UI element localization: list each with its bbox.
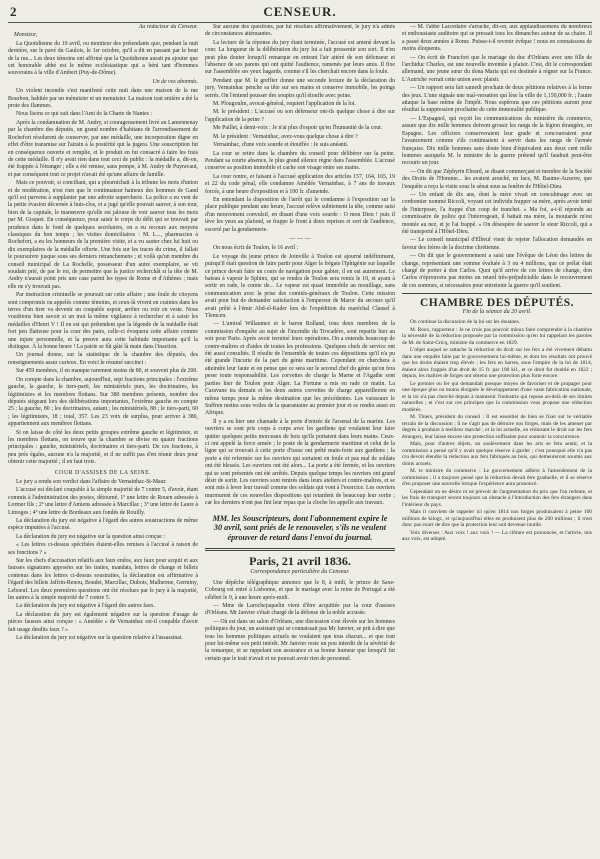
paragraph: Mais ce pouvoir, si conciliant, qui a pleurnichait à la tribune les mots d'union et de modération, n'est rien que le continuateur haineux des hommes de Gand qu'il est parvenu à supplanter par une adroite supercherie. La police a eu vent de la petite évasion décernée à huis-clos, et a jugé qu'elle pouvait sauver, à son tour, bien de la capitale, le manœuvre qu'elle est jalouse de voir sauver tous les mois par M. Gisquet. En conséquence, pour saisir le corps du délit qui se trouvait par prudence dans le fond de quelques secrétaires, on a eu recours aux moyens classiques du bon temps ; les visites domiciliaires : M. L..., pharmacien à Rochefort, a eu les honneurs de la première visite, et a vu sauter chez lui huit ou dix exemplaires de la médaille offerte. Une fois sur les traces du crime, il fallait le poursuivre jusque sous ses derniers retranchemens ; et voilà qu'un membre du conseil municipal de La Rochelle, possesseur d'un autre exemplaire, se vit soudain prié, de par le roi, de permettre que la justice recherchât si la tête de M. Andry n'aurait point pris une case parmi les types de Rome et d'Athènes ; mais elle ne s'y trouvait pas. xyxy=(8,180,198,290)
paragraph: Sur 459 membres, il en manque rarement moins de 80, et souvent plus de 200. xyxy=(16,368,198,375)
paragraph: Le premier ou fer qui demandait presque moyen de favoriser et de propager pour une époque plus ou moins éloignée le développement d'une vaste fabrication nationale, et la loi n'a pas cherché depuis à maintenir l'industrie qui repose au-delà de ses limites naturelles ; et c'est sur ces principes que la commission vous propose une réduction modérée. xyxy=(402,380,592,413)
page-number: 2 xyxy=(10,4,17,19)
paragraph: Me Paillet, à demi-voix : Je n'ai plus d'espoir qu'en l'humanité de la cour. xyxy=(213,125,383,132)
paragraph: Pendant que M. le greffier donne une seconde lecture de la déclaration du jury, Vernainhac penche sa tête sur ses mains et conserve immobile, les poings serrés. On l'entend pousser des soupirs qu'il étouffe avec peine. xyxy=(205,77,395,99)
paragraph: Vernainhac, d'une voix sourde et étouffée : Je suis anéanti. xyxy=(213,142,349,149)
chamber-heading: CHAMBRE DES DÉPUTÉS. xyxy=(419,297,575,310)
paragraph: — L'Espagnol, qui reçoit les communications du ministère du commerce, assure que dix mille hommes doivent grossir les rangs de la légion étrangère, en Espagne. Les officiers conserveraient leur grade et concourraient pour l'avancement comme s'ils continuaient à servir dans les rangs de l'armée française. Dix mille hommes sans doute bien d'équivalent aux deux cent mille hommes auxquels M. le ministre de la guerre prétend qu'il faudrait peut-être recourir un jour. xyxy=(402,115,592,167)
paragraph: Par instruction criminelle se poursuit sur cette affaire ; une foule de citoyens sont compromis ou appelés comme témoins, et ceux-là vivent en craintes dans les terres d'un tirer va devenir un coupable espoir, arrêter ou voir en veste. Nous voudrions bien savoir si un mot la même vigilance à rechercher et à saisir les médailles d'Henri V ! Il en est qui prétendent que la légende de la médaille était fort peu flatteuse pour la cour des pairs, celle-ci évoquera cette affaire comme une injure personnelle, et la preuve aura cette habitude importante qu'il la distingue. À la bonne heure ! La patrie se fût gâté là main dans l'inaction. xyxy=(8,292,198,351)
letter-heading: Au rédacteur du Censeur. xyxy=(138,24,198,30)
paragraph: La cour rentre, et faisant à l'accusé application des articles 157, 164, 165, 19 et 22 du code pénal, elle condamne Amédée Vernainhac, à 7 ans de travaux forcés, à une heure d'exposition et à 100 fr. d'amende. xyxy=(205,173,395,195)
paragraph: On compte dans la chambre, aujourd'hui, sept fractions principales : l'extrême gauche, la gauche, le tiers-parti, les ministériels purs, les doctrinaires, les légitimistes et les membres flottans. Sur 380 membres présents, nombre des députés siégeant lors des délibérations importantes, l'extrême gauche en compte 25 ; la gauche, 80 ; les doctrinaires, autant ; les ministériels, 88 ; le tiers-parti, 60 ; les légitimistes, 18 ; total, 357. Les 23 voix de surplus, pour arriver à 380, appartiennent aux membres flottans. xyxy=(8,376,198,428)
paragraph: Si on laisse de côté les deux petits groupes extrême gauche et légitimiste, et les membres flottans, on trouve que la chambre se divise en quatre fractions principales : gauche, ministériels, doctrinaires et tiers-parti. De ces fractions, à peu près égales, aucune n'a la majorité, et il ne suffit pas d'en réunir deux pour obtenir cette majorité ; il en faut trois. xyxy=(8,429,198,466)
paragraph: La déclaration du jury est négative sur la question relative à l'assassinat. xyxy=(16,635,183,642)
paragraph: — Le conseil municipal d'Elbeuf vient de rejeter l'allocation demandée en faveur des frères de la doctrine chrétienne. xyxy=(402,237,592,251)
paragraph: — M. l'abbé Lacordaire s'arrache, dit-on, aux applaudissemens du nombreux et enthousiaste auditoire qui se pressait tous les dimanches autour de sa chaire. Il a passé deux années à Rome. Puisse-t-il revenir évêque ! nous en connaissons de moins éloquents. xyxy=(402,24,592,53)
letter-salutation: Monsieur, xyxy=(14,32,38,39)
paragraph: Sur les chefs d'accusation relatifs aux faux endos, aux faux pour acquit et aux fausses signatures apposées sur les traites, mandats, lettres de change et billets contenus dans les lettres ci-dessus soustraites, la déclaration est affirmative à l'égard des billets Jaffrin-Renou, Boudet, Marcillac, Dubois, Malherme, Germiny, Leboeuf. Les deux premières questions ont été résolues par le jury à la majorité, les autres à la simple majorité de 7 contre 5. xyxy=(8,558,198,602)
paragraph: Mais il convient de rappeler ici qu'en 1814 nos forges produisaient à peine 100 millions de kilogr., et qu'aujourd'hui elles en produisent plus de 200 millions ; il n'est donc pas exact de dire que la protection leur soit devenue inutile. xyxy=(402,509,592,529)
paragraph: Voix diverses : Aux voix ! aux voix ! — La clôture est prononcée, et l'article, mis aux voix, est adopté. xyxy=(402,529,592,543)
paragraph: La déclaration du jury est également négative sur la question d'usage de pièces fausses ainsi conçue : « Amédée » de Vernainhac est-il coupable d'avoir fait usage desdits faux ? » xyxy=(8,611,198,633)
paragraph: La lecture de la réponse du jury étant terminée, l'accusé est amené devant la cour. La longueur de la délibération du jury lui a fait pressentir son sort. Il n'en peut plus douter lorsqu'il remarque en entrant l'air attéré de son défenseur et l'absence de ses parens qui ont quitté l'audience, ramenés par leurs amis. Il fixe sur l'assemblée ses yeux hagards, comme s'il les cherchait encore dans la foule. xyxy=(205,39,395,76)
paragraph: Mais, pour d'autres objets, un soulèvement dans les arts se fera sentir, et la commission a pensé qu'il y avait quelque réserve à garder ; c'est pourquoi elle n'a pas cru devoir étendre la réduction aux fers fabriqués au bois, qui demeureront soumis aux droits actuels. xyxy=(402,441,592,467)
paragraph: Un journal donne, sur la statistique de la chambre des députés, des renseignements assez curieux. En voici le résumé succinct : xyxy=(8,352,198,366)
masthead: CENSEUR. xyxy=(263,4,337,19)
paragraph: — On dit que le gouvernement a saisi une l'évêque de Léon des lettres de change, représentant une somme évaluée à 3 ou 4 millions, que ce prélat était chargé de porter à don Carlos. Quoi qu'il arrive de ces lettres de change, don Carlos n'éprouvera pas moins un retard très-préjudiciable dans le recouvrement de ces sommes, si nécessaires pour entretenir la guerre qu'il soutient. xyxy=(402,253,592,289)
column-left xyxy=(8,24,198,859)
columns xyxy=(8,24,594,859)
paragraph: L'accusé est déclaré coupable à la simple majorité de 7 contre 5, d'avoir, étant commis à l'administration des postes, détourné, 1º une lettre de Rouen adressée à Lormer fils ; 2º une lettre d'Amiens adressée à Marcillac ; 3º une lettre de Laure à Limoges ; 4º une lettre de Bordeaux aux fondés de Rouilly. xyxy=(8,487,198,516)
subscriber-notice: MM. les Souscripteurs, dont l'abonnement expire le 30 avril, sont priés de le renouveler, s'ils ne veulent éprouver de retard dans l'envoi du journal. xyxy=(212,513,388,542)
dateline: Paris, 21 avril 1836. xyxy=(249,554,351,569)
paragraph: La déclaration du jury est négative sur la question ainsi conçue : xyxy=(16,533,165,540)
correspondence-label: Correspondance particulière du Censeur. xyxy=(250,569,350,576)
header-rule xyxy=(8,22,592,23)
paragraph: — Où est dans un salon d'Orléans, une discussion s'est élevée sur les hommes politiques du jour, un assistant qui se connaissait pas Mr Janvier, se prit à dire que tous les hommes politiques actuels ne voulaient que tous chacun... et que tout pour lui-même son petit intérêt. Mr Janvier reste un pou interdit de la sévérité de la remarque, et se rappelant son assurance et sa bonne humeur que lorsqu'il fut certain que le trait n'avait et ne pouvait avoir rien de personnel. xyxy=(205,618,395,662)
paragraph: — Mme de Larochejaquelin vient d'être acquittée par la cour d'assises d'Orléans. Mr Janvier s'était chargé de la défense de la noble accusée. xyxy=(205,603,395,617)
paragraph: En entendant la disposition de l'arrêt qui le condamne à l'exposition sur la place publique pendant une heure, l'accusé relève subitement la tête, comme saisi d'un mouvement convulsif, en disant d'une voix sourde : O mon Dieu ! puis il lève les yeux au plafond, se frappe le front à deux reprises et sort de l'audience, escorté par la gendarmerie. xyxy=(205,196,395,233)
paragraph: M. le président : L'accusé ou son défenseur ont-ils quelque chose à dire sur l'application de la peine ? xyxy=(205,109,395,123)
paragraph: Le jury a rendu son verdict dans l'affaire de Vernainhac-St-Maur. xyxy=(16,478,167,485)
paragraph: Une dépêche télégraphique annonce que le 8, à midi, le prince de Saxe-Cobourg est entré à Lisbonne, et que le mariage avec la reine de Portugal a été célébré le 9, à une heure après-midi. xyxy=(205,579,395,601)
column-middle xyxy=(205,24,395,859)
paragraph: — On dit que Zéphyrin Ebrard, se disant commerçant et membre de la Société des Droits de l'Homme... les avaient arraché, en face, M. Baume-Auxerre, que l'enquête a reçu la visite sous le sénat sous sa fenêtre de l'Hôtel-Dieu. xyxy=(402,168,592,190)
paragraph: L'objet auquel se rattache la réduction du droit sur les fers a été vivement débattu dans une enquête faite par le gouvernement lui-même, et dont les résultats ont prouvé que les droits étaient trop élevés ; les fers en barres, sous l'empire de la loi de 1814, étaient alors frappés d'un droit de 15 fr. par 100 kil., et ce droit fut doublé en 1822 ; depuis, les maîtres de forges ont obtenu une protection plus forte encore. xyxy=(402,347,592,380)
paragraph: Un violent incendie s'est manifesté cette nuit dans une maison de la rue Bourbon, habitée par un ménuisier et un menuisier. La maison tout entière a été la proie des flammes. xyxy=(8,88,198,110)
paragraph: — Un rapport sera fait samedi prochain de deux pétitions relatives à la ferme des jeux. L'une signale une mal-versation qui lèse la ville de 1,150,000 fr. ; l'autre attaque la base même de l'impôt. Nous espérons que ces pétitions auront pour résultat la suppression prochaine de cette immoralité publique. xyxy=(402,85,592,114)
paragraph: Il y a eu hier une chamade à la porte d'entrée de l'arsenal de la marine. Les ouvriers se sont pris corps à corps avec les gardiens qui voulaient leur faire quitter quelques petits morceaux de bois qu'ils portaient dans leurs mains. Ceux-ci ont appelé la force armée ; le poste de la gendarmerie maritime et celui de la ligne qui se trouvait à cette porte d'issue ont prêté main-forte aux gardiens ; la porte a été refermée sur les ouvriers qui sortaient en foule et pas mal de soldats ont été blessés. Les ouvriers ont été alors... La porte a été fermée, et les ouvriers qui se sont présentés ont été arrêtés. Depuis quelque temps les ouvriers ont grand désir de sortir. Les ouvriers sont rentrés dans leurs ateliers et contre-maîtres, et se sont mis à lever leur travail comme des soldats qui vont à l'exercice. Les ouvriers murmurent de ces nouvelles dispositions qui retardent de beaucoup leur sortie ; car les derniers n'ont pas fini leur repas que la cloche les appelle aux travaux. xyxy=(205,418,395,507)
paragraph: La Quotidienne du 19 avril, ou moniteur des prétendants quo, pendant la nuit dernière, sur le pavé du Gaulois, le 1er octobre, qu'il a dit en passant par le bout de la rue... Les deux témoins ont affirmé que la Quotidienne aurait pu ajouter que cet honorable abbé est le même ecclésiastique qui a béni tant d'hommes souverains à la ville d'Ambert (Puy-de-Dôme). xyxy=(8,40,198,77)
paragraph: M. le ministre du commerce : Le gouvernement adhère à l'amendement de la commission ; il a toujours pensé que la réduction devait être graduelle, et il se réserve d'en proposer une nouvelle lorsque l'expérience aura prononcé. xyxy=(402,468,592,488)
column-right xyxy=(402,24,592,859)
paragraph: Sur aucune des questions, par lui résolues affirmativement, le jury n'a admis de circonstances atténuantes. xyxy=(205,24,395,38)
paragraph: M. Thiers, président du conseil : Il est essentiel de bien se fixer sur le véritable terrain de la discussion ; il ne s'agit pas de détruire nos forges, mais de les amener par degrés à produire à meilleur marché ; et la loi actuelle, en réduisant le droit sur les fers étrangers, leur laisse encore une protection suffisante pour soutenir la concurrence. xyxy=(402,414,592,440)
section-divider: — — — xyxy=(289,235,311,242)
session-subheading: Fin de la séance du 20 avril. xyxy=(462,308,532,315)
section-heading-court: COUR D'ASSISES DE LA SEINE. xyxy=(54,469,152,476)
letter-signature: Un de vos abonnés. xyxy=(152,78,198,85)
paragraph: On nous écrit de Toulon, le 16 avril : xyxy=(213,245,299,252)
paragraph: La cour se retire dans la chambre du conseil pour délibérer sur la peine. Pendant sa courte absence, le plus grand silence règne dans l'assemblée. L'accusé conserve sa position immobile et cache son visage entre ses mains. xyxy=(205,150,395,172)
double-rule xyxy=(205,548,395,551)
chamber-report xyxy=(402,319,592,543)
paragraph: La déclaration du jury est négative à l'égard des autres soustractions de même espèce imputées à l'accusé. xyxy=(8,518,198,532)
paragraph: — Un enfant de dix ans, dont la mère vivait en concubinage avec un cordonnier nommé Riccoli, voyant cet individu frapper sa mère, après avoir tenté de l'interposer, l'a frappé d'un coup de tranchet. « Ma foi, a-t-il répondu au commissaire de police qui l'interrogeait, il battait ma mère, la moutarde m'est montée au nez, et je l'ai frappé. » On désespère de sauver le sieur Riccoli, qui a été transporté à l'Hôtel-Dieu. xyxy=(402,191,592,235)
paragraph: Le voyage du jeune prince de Joinville à Toulon est ajourné indéfiniment, puisqu'il était question de faire partir pour Alger la frégate l'Iphigénie sur laquelle ce prince devait faire un cours de navigation pour gabier, il en est autrement. Le bateau à vapeur le Sphinx, qui se rendra de Toulon sera remis le 10, et ayant à sortir en rade, le comte de... Le vapeur est quasi immobile au mouillage, sans communication avec la prise des comités-généraux de Toulon. Cette mission avait pour but de demander satisfaction à l'empereur de Maroc du secours qu'il avait prêté à l'émir Abd-el-Kader lors de l'expédition du maréchal Clausel à Tlemcen. xyxy=(205,253,395,320)
paragraph: La déclaration du jury est négative à l'égard des autres faux. xyxy=(16,603,155,610)
paragraph: « Les lettres ci-dessus spécifiées étaient-elles remises à l'accusé à raison de ses fonctions ? » xyxy=(8,542,198,556)
paragraph: M. Plougoulm, avocat-général, requiert l'application de la loi. xyxy=(213,101,356,108)
page-header xyxy=(10,4,590,24)
paragraph: Nous lisons ce qui suit dans l'Ami de la Charte de Nantes : xyxy=(16,111,152,118)
paragraph: Cependant on ne désire ni ne prévoit de l'augmentation du prix que l'on redoute, et les frais de transport seront toujours un obstacle à l'introduction des fers étrangers dans l'intérieur du pays. xyxy=(402,488,592,508)
paragraph: On continue la discussion de la loi sur les douanes. xyxy=(410,319,520,326)
section-rule xyxy=(402,293,592,294)
paragraph: Après la condamnation de M. Andry, si courageusement livré au Lamennenay par la chambre des députés, un grand nombre d'habitans de l'arrondissement de Rochefort résolurent de conserver, par une médaille, une incorporation digne en effet d'être transmise sur l'airain à la postérité qui la jugera. Une souscription fut en conséquence ouverte et remplie, et le produit en fut consacré à faire les frais de cette médaille. Il n'y avait rien dans tout ceci de public : la médaille a, dit-on, été frappée à l'étranger ; elle a été remise, sans pompe, à M. Andry de Puyravaut, et par conséquent tout ce projet n'avait été qu'une affaire de famille. xyxy=(8,119,198,178)
paragraph: — L'amiral Willaumez et le baron Rolland, tous deux membres de la commission d'enquête au sujet de l'incendie du Trocadéro, sont repartis hier au soir pour Paris. Après avoir terminé leurs opérations. On a entendu beaucoup de contre-maîtres et d'aides de toutes les professions. Quelques chefs de service ont été aussi consultés. Il résulte de l'ensemble de toutes ces dépositions qu'il n'a pu été grande l'incurie de la part du génie maritime. Cependant on cherchera à atteindre leur faute et on pense que ce sera sur le second chef du génie qu'on fera peser toute responsabilité. Les corvettes de charge la Marne et l'Agathe sont parties hier de Toulon pour Alger. La Fortune a mis en rade ce matin. La Caravane ira demain et les deux autres corvettes de charge appareilleront en même temps pour la même destination que les précédentes. Les vaisseaux le Suffren mettra sous voiles de la quarantaine au premier jour et se rendra aussi en Afrique. xyxy=(205,321,395,417)
paragraph: M. le président : Vernainhac, avez-vous quelque chose à dire ? xyxy=(213,133,358,140)
paragraph: — On écrit de Francfort que le mariage du duc d'Orléans avec une fille de l'archiduc Charles, est une nouvelle inventée à plaisir. C'est, dit le correspondant allemand, une jeune sœur du dona Maria qui est destinée à régner sur la France. L'Autriche verrait cette union avec plaisir. xyxy=(402,54,592,83)
paragraph: M. Roux, rapporteur : Je ne crois pas pouvoir mieux faire comprendre à la chambre la nécessité de la réduction proposée par la commission qu'en lui rappelant les paroles de M. de Saint-Cricq, ministre du commerce en 1829. xyxy=(402,326,592,346)
